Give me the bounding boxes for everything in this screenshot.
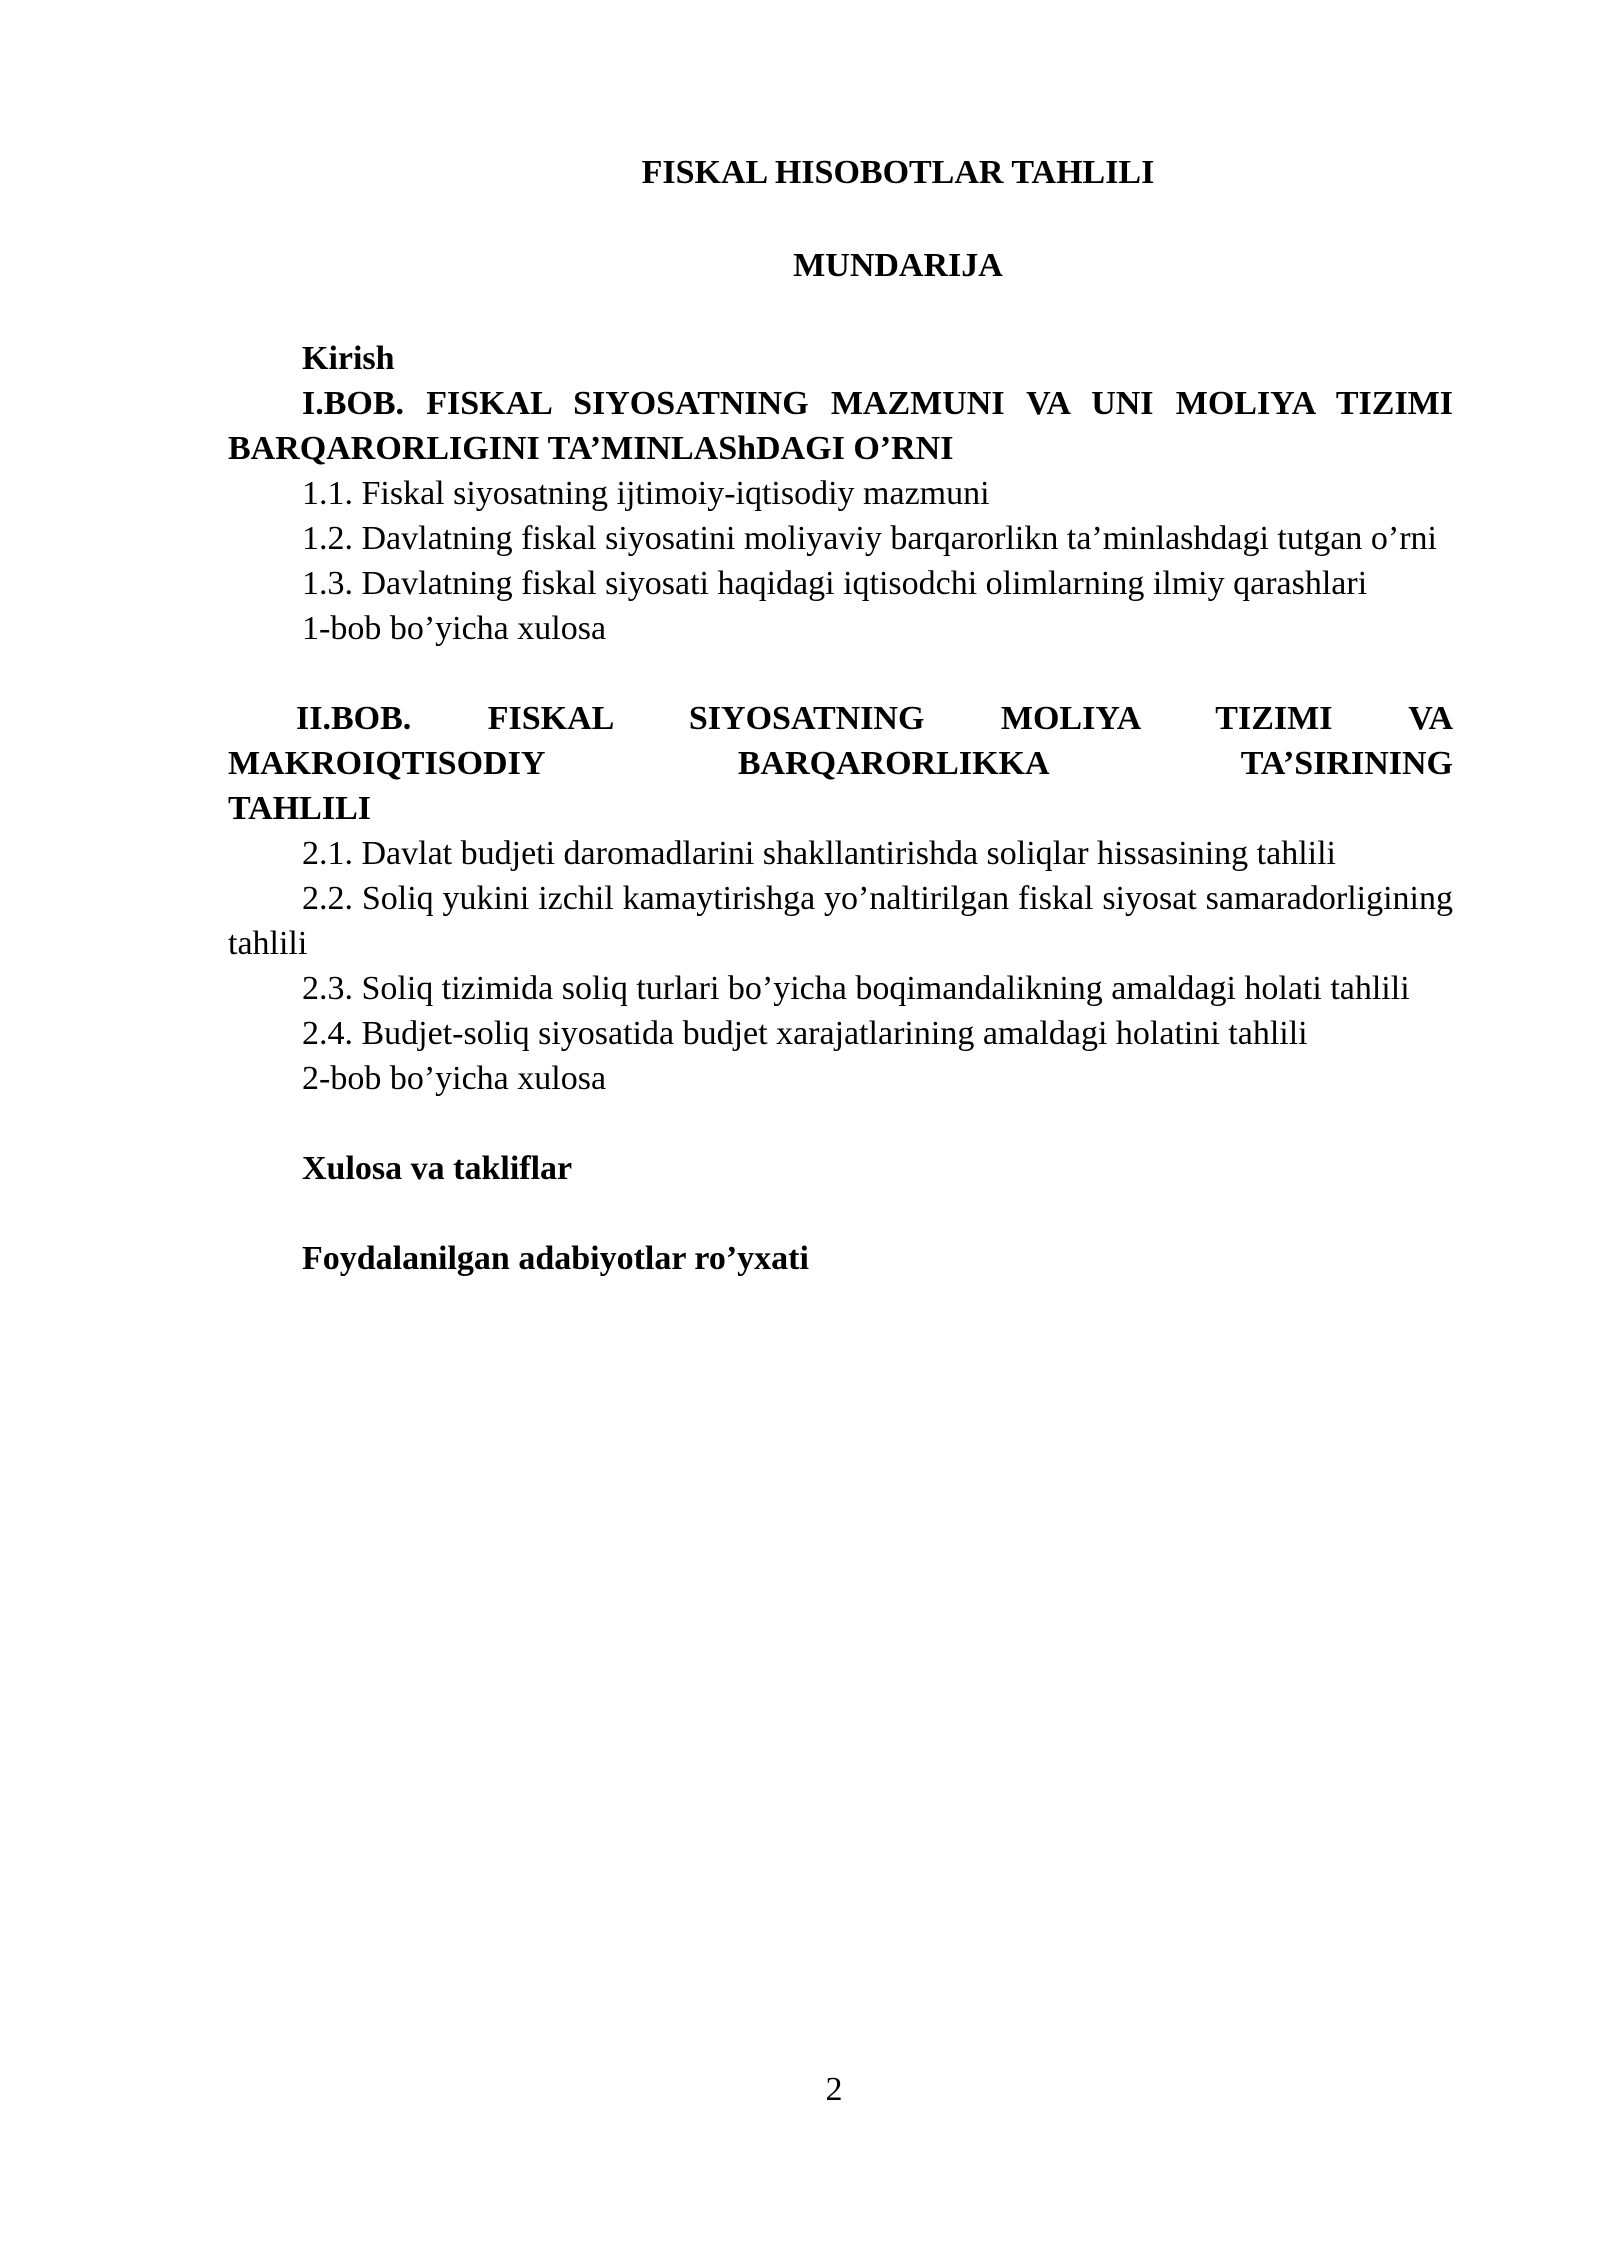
spacer xyxy=(228,1101,1453,1146)
toc-chapter-2-heading-line: II.BOB. FISKAL SIYOSATNING MOLIYA TIZIMI VA xyxy=(296,700,1453,737)
toc-entry-2-2: 2.2. Soliq yukini izchil kamaytirishga yo’naltirilgan fiskal siyosat samaradorligining tahlili xyxy=(228,880,1453,962)
toc-entry-references: Foydalanilgan adabiyotlar ro’yxati xyxy=(302,1240,809,1277)
toc-entry-2-summary: 2-bob bo’yicha xulosa xyxy=(302,1060,607,1097)
page-number: 2 xyxy=(825,2071,843,2108)
toc-entry-conclusion: Xulosa va takliflar xyxy=(302,1150,573,1187)
toc-entry-1-1: 1.1. Fiskal siyosatning ijtimoiy-iqtisodiy mazmuni xyxy=(302,475,990,512)
toc-entry-1-2: 1.2. Davlatning fiskal siyosatini moliyaviy barqarorlikn ta’minlashdagi tutgan o’rni xyxy=(302,520,1437,557)
toc-chapter-2-heading xyxy=(228,696,1453,831)
toc-entry-intro: Kirish xyxy=(302,340,395,377)
toc-chapter-1-heading: I.BOB. FISKAL SIYOSATNING MAZMUNI VA UNI MOLIYA TIZIMI BARQARORLIGINI TA’MINLAShDAGI O’RNI xyxy=(228,385,1453,467)
page-content xyxy=(228,150,1453,1281)
spacer xyxy=(228,651,1453,696)
toc-heading: MUNDARIJA xyxy=(793,247,1003,284)
toc-entry-1-summary: 1-bob bo’yicha xulosa xyxy=(302,610,607,647)
spacer xyxy=(228,1191,1453,1236)
toc-entry-1-3: 1.3. Davlatning fiskal siyosati haqidagi iqtisodchi olimlarning ilmiy qarashlari xyxy=(302,565,1368,602)
toc-entry-2-4: 2.4. Budjet-soliq siyosatida budjet xarajatlarining amaldagi holatini tahlili xyxy=(302,1015,1308,1052)
toc-entry-2-3: 2.3. Soliq tizimida soliq turlari bo’yicha boqimandalikning amaldagi holati tahlili xyxy=(302,970,1410,1007)
table-of-contents xyxy=(228,336,1453,1281)
toc-entry-2-1: 2.1. Davlat budjeti daromadlarini shakllantirishda soliqlar hissasining tahlili xyxy=(302,835,1336,872)
toc-chapter-2-heading-line: MAKROIQTISODIY BARQARORLIKKA TA’SIRINING xyxy=(228,745,1453,782)
toc-chapter-2-heading-line: TAHLILI xyxy=(228,790,371,827)
document-title: FISKAL HISOBOTLAR TAHLILI xyxy=(641,154,1155,191)
